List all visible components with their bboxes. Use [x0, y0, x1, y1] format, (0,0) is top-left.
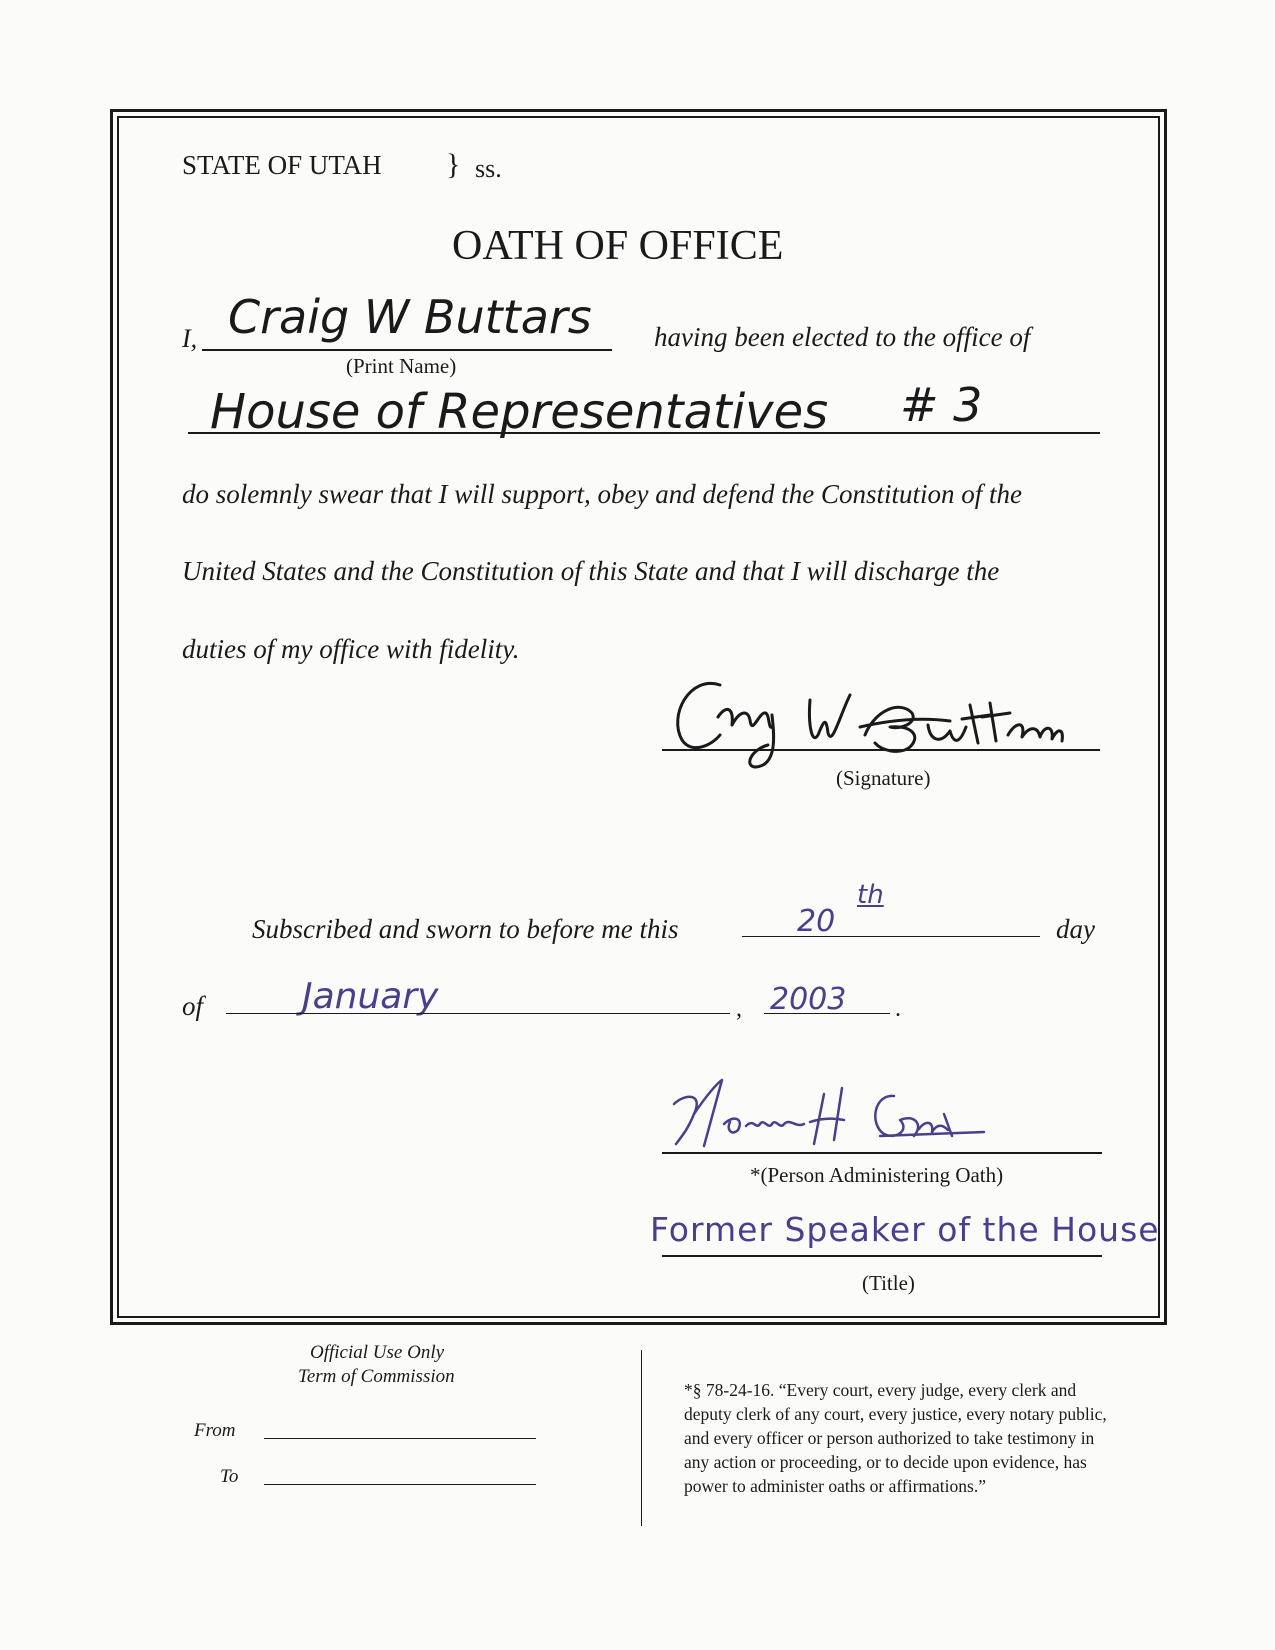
office-number-handwritten: # 3	[900, 378, 983, 432]
page-title: OATH OF OFFICE	[452, 223, 784, 269]
title-caption: (Title)	[862, 1271, 915, 1295]
day-label: day	[1056, 914, 1095, 944]
year-handwritten: 2003	[770, 982, 847, 1017]
name-caption: (Print Name)	[346, 354, 457, 378]
signature-line	[662, 749, 1100, 751]
oath-signature-image	[660, 655, 1080, 775]
oath-line-2: United States and the Constitution of this State and that I will discharge the	[182, 556, 1000, 586]
footnote-line: power to administer oaths or affirmations.”	[684, 1476, 986, 1496]
administrator-caption: *(Person Administering Oath)	[750, 1163, 1004, 1187]
header-brace: }	[446, 148, 461, 181]
month-handwritten: January	[302, 976, 439, 1017]
term-of-commission-heading: Term of Commission	[298, 1366, 455, 1387]
to-label: To	[220, 1466, 239, 1487]
month-line	[226, 1013, 730, 1014]
administrator-signature-image	[664, 1074, 1004, 1154]
ss-label: ss.	[475, 154, 502, 183]
footnote	[684, 1378, 1107, 1498]
oath-line-3: duties of my office with fidelity.	[182, 634, 520, 664]
name-line	[202, 349, 612, 351]
sworn-text: Subscribed and sworn to before me this	[252, 914, 679, 944]
footnote-line: and every officer or person authorized to take testimony in	[684, 1428, 1095, 1448]
day-suffix-handwritten: th	[857, 880, 884, 910]
footnote-line: deputy clerk of any court, every justice, every notary public,	[684, 1404, 1107, 1424]
day-line	[742, 936, 1040, 937]
oath-line-1: do solemnly swear that I will support, obey and defend the Constitution of the	[182, 479, 1022, 509]
of-label: of	[182, 991, 204, 1021]
name-handwritten: Craig W Buttars	[228, 290, 592, 344]
from-label: From	[194, 1420, 236, 1441]
office-handwritten: House of Representatives	[210, 384, 829, 440]
elected-text: having been elected to the office of	[654, 322, 1031, 352]
date-period: .	[895, 996, 901, 1022]
footnote-line: *§ 78-24-16. “Every court, every judge, every clerk and	[684, 1380, 1077, 1400]
date-comma: ,	[736, 996, 742, 1022]
oath-prefix: I,	[182, 324, 198, 353]
administrator-title-handwritten: Former Speaker of the House	[650, 1210, 1160, 1249]
to-field[interactable]	[264, 1484, 536, 1485]
footnote-line: any action or proceeding, or to decide upon evidence, has	[684, 1452, 1087, 1472]
year-line	[764, 1013, 890, 1014]
official-use-heading: Official Use Only	[310, 1342, 445, 1363]
day-handwritten: 20	[797, 904, 836, 939]
from-field[interactable]	[264, 1438, 536, 1439]
state-label: STATE OF UTAH	[182, 150, 382, 180]
administrator-line	[662, 1152, 1102, 1154]
office-line	[188, 432, 1100, 434]
section-divider	[641, 1350, 642, 1526]
signature-caption: (Signature)	[836, 766, 931, 790]
title-line	[662, 1255, 1102, 1257]
